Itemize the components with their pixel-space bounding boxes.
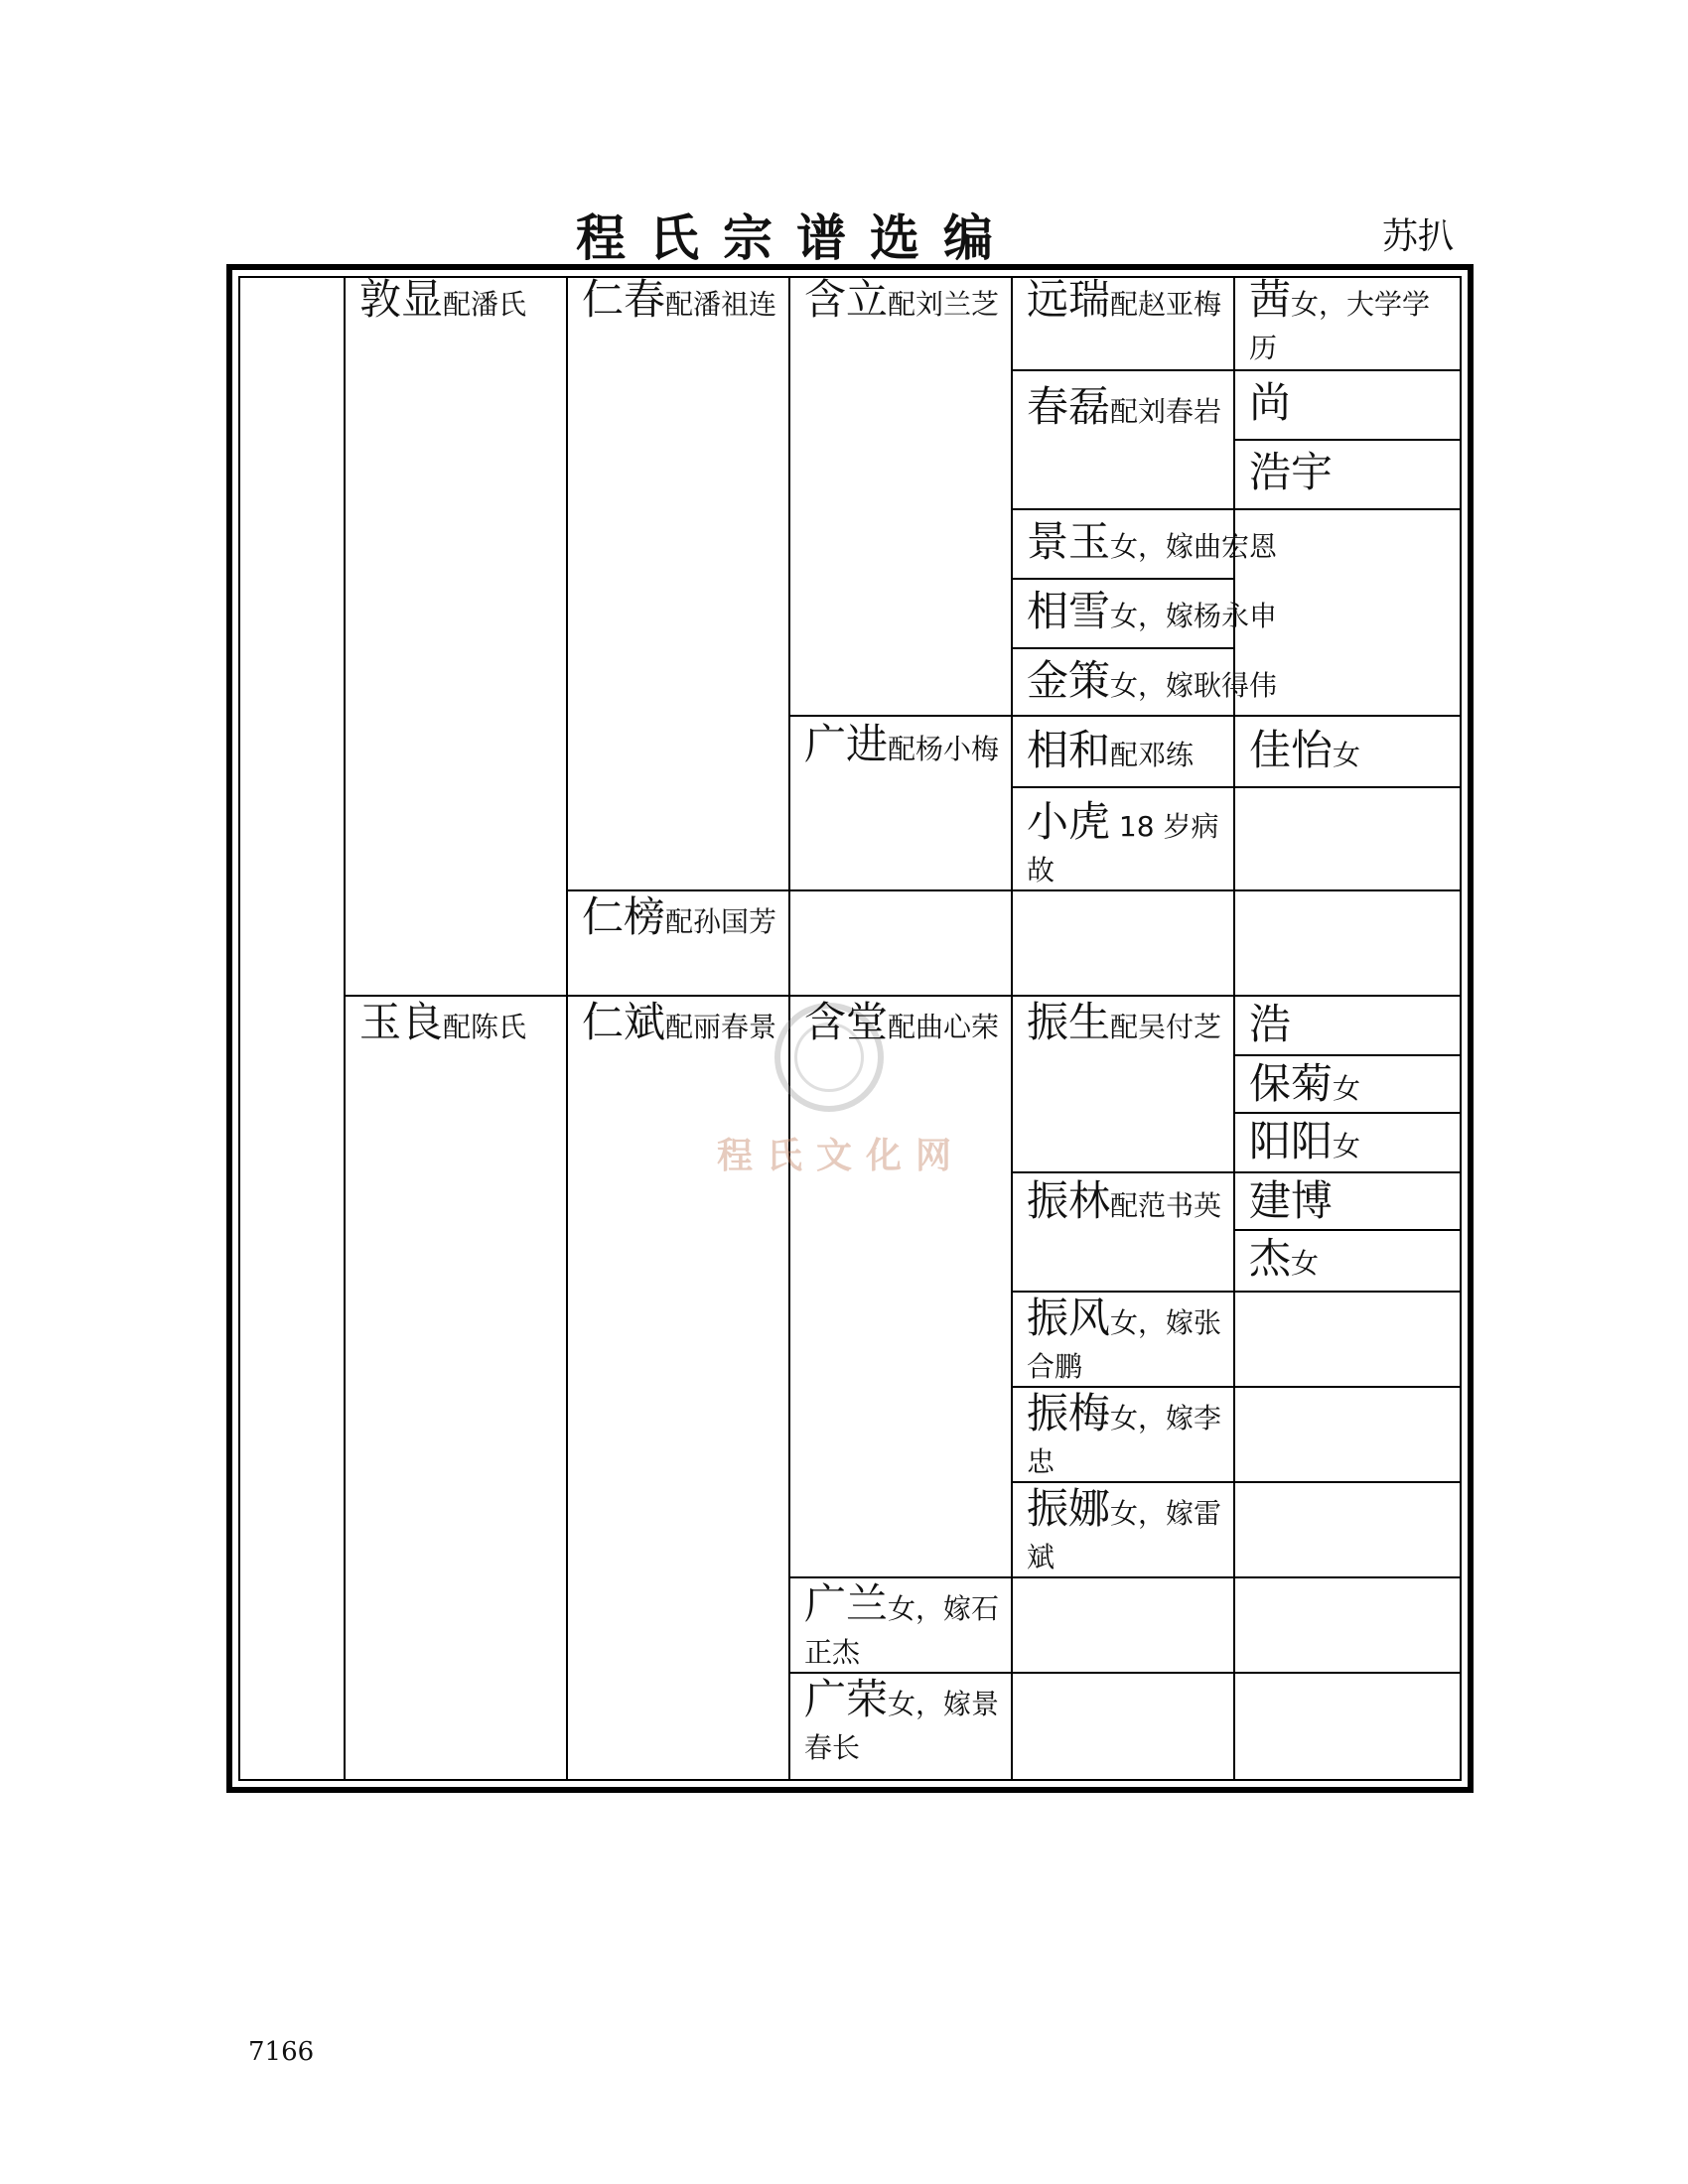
person-name: 阳阳 xyxy=(1249,1117,1334,1165)
person-note: 女，嫁雷斌 xyxy=(1027,1497,1222,1573)
row-divider xyxy=(1233,1229,1462,1231)
person-note: 配吴付芝 xyxy=(1110,1011,1222,1043)
column-divider xyxy=(566,276,568,1781)
entry-yangyang xyxy=(1249,1117,1458,1168)
entry-yuliang xyxy=(359,998,558,1049)
person-name: 仁春 xyxy=(582,275,666,324)
person-name: 振娜 xyxy=(1027,1484,1111,1533)
person-note: 女 xyxy=(1333,1130,1361,1162)
person-name: 杰 xyxy=(1249,1234,1292,1283)
person-name: 茜 xyxy=(1249,275,1292,324)
entry-yuanrui xyxy=(1027,275,1225,327)
entry-hanli xyxy=(804,275,1003,327)
entry-renbang xyxy=(582,892,780,944)
person-name: 广进 xyxy=(804,720,889,768)
person-name: 建博 xyxy=(1249,1176,1334,1225)
column-divider xyxy=(344,276,346,1781)
person-note: 18 岁病故 xyxy=(1027,810,1219,887)
entry-jiayi xyxy=(1249,726,1458,777)
row-divider xyxy=(566,995,790,997)
person-name: 浩 xyxy=(1249,1000,1292,1048)
row-divider xyxy=(1233,1576,1462,1578)
row-divider xyxy=(1233,1112,1462,1114)
person-note: 女，嫁曲宏恩 xyxy=(1110,530,1278,563)
row-divider xyxy=(1011,369,1235,371)
person-name: 振生 xyxy=(1027,998,1111,1046)
person-note: 配刘兰芝 xyxy=(888,288,1000,321)
person-note: 配邓练 xyxy=(1110,739,1195,771)
row-divider xyxy=(788,889,1013,891)
entry-baoju xyxy=(1249,1059,1458,1111)
person-name: 含堂 xyxy=(804,998,889,1046)
person-note: 女，嫁耿得伟 xyxy=(1110,669,1278,702)
person-note: 配杨小梅 xyxy=(888,733,1000,765)
person-note: 配丽春景 xyxy=(665,1011,777,1043)
person-note: 女 xyxy=(1333,1072,1361,1105)
row-divider xyxy=(1011,995,1235,997)
person-name: 相雪 xyxy=(1027,587,1111,635)
entry-jie xyxy=(1249,1234,1458,1286)
row-divider xyxy=(1233,786,1462,788)
person-note: 配刘春岩 xyxy=(1110,395,1222,428)
row-divider xyxy=(1233,508,1462,510)
row-divider xyxy=(1233,889,1462,891)
entry-guangjin xyxy=(804,720,1003,771)
person-note: 女 xyxy=(1291,1247,1320,1280)
person-name: 尚 xyxy=(1249,378,1292,427)
person-note: 女，嫁李忠 xyxy=(1027,1402,1222,1478)
entry-shang xyxy=(1249,378,1458,430)
person-note: 女 xyxy=(1333,739,1361,771)
column-divider xyxy=(1233,276,1235,1781)
entry-dunxian xyxy=(359,275,558,327)
person-name: 含立 xyxy=(804,275,889,324)
row-divider xyxy=(1233,1054,1462,1056)
person-note: 配潘氏 xyxy=(443,288,527,321)
entry-qian xyxy=(1249,275,1458,370)
row-divider xyxy=(1011,786,1235,788)
entry-xianghe xyxy=(1027,726,1225,777)
entry-zhenlin xyxy=(1027,1176,1225,1228)
entry-chunlei xyxy=(1027,382,1225,434)
row-divider xyxy=(788,995,1013,997)
person-name: 小虎 xyxy=(1027,797,1111,846)
entry-zhensheng xyxy=(1027,998,1225,1049)
row-divider xyxy=(1011,1171,1235,1173)
person-name: 保菊 xyxy=(1249,1059,1334,1108)
person-name: 仁榜 xyxy=(582,892,666,941)
entry-renchun xyxy=(582,275,780,327)
row-divider xyxy=(1233,1171,1462,1173)
entry-xiangxue xyxy=(1027,587,1460,638)
row-divider xyxy=(1233,715,1462,717)
entry-jingyu xyxy=(1027,517,1460,569)
row-divider xyxy=(1233,439,1462,441)
person-name: 广兰 xyxy=(804,1579,889,1628)
person-name: 玉良 xyxy=(359,998,444,1046)
row-divider xyxy=(1011,647,1235,649)
row-divider xyxy=(1011,1672,1235,1674)
person-note: 配孙国芳 xyxy=(665,905,777,938)
person-note: 配曲心荣 xyxy=(888,1011,1000,1043)
entry-renbin xyxy=(582,998,780,1049)
person-note: 女，嫁景春长 xyxy=(804,1688,1000,1764)
entry-jince xyxy=(1027,656,1460,708)
row-divider xyxy=(1233,1386,1462,1388)
person-note: 女，嫁杨永申 xyxy=(1110,600,1278,632)
person-note: 配范书英 xyxy=(1110,1189,1222,1222)
person-name: 佳怡 xyxy=(1249,726,1334,774)
region-label: 苏扒 xyxy=(1382,216,1455,257)
page-number: 7166 xyxy=(248,2037,315,2067)
person-name: 振梅 xyxy=(1027,1389,1111,1437)
column-divider xyxy=(1011,276,1013,1781)
person-name: 春磊 xyxy=(1027,382,1111,431)
person-name: 相和 xyxy=(1027,726,1111,774)
person-note: 配赵亚梅 xyxy=(1110,288,1222,321)
person-note: 配潘祖连 xyxy=(665,288,777,321)
row-divider xyxy=(788,1576,1013,1578)
person-name: 振风 xyxy=(1027,1294,1111,1342)
row-divider xyxy=(1011,508,1235,510)
row-divider xyxy=(1233,995,1462,997)
person-name: 景玉 xyxy=(1027,517,1111,566)
entry-zhenmei xyxy=(1027,1389,1225,1484)
person-note: 女，嫁张合鹏 xyxy=(1027,1306,1222,1383)
entry-jianbo xyxy=(1249,1176,1458,1228)
person-name: 广荣 xyxy=(804,1675,889,1723)
entry-hao xyxy=(1249,1000,1458,1051)
watermark-text: 程氏文化网 xyxy=(717,1136,966,1176)
row-divider xyxy=(788,715,1013,717)
person-name: 金策 xyxy=(1027,656,1111,705)
person-note: 配陈氏 xyxy=(443,1011,527,1043)
person-name: 仁斌 xyxy=(582,998,666,1046)
entry-zhenna xyxy=(1027,1484,1225,1579)
row-divider xyxy=(1011,1291,1235,1293)
entry-zhenfeng xyxy=(1027,1294,1225,1389)
row-divider xyxy=(1233,1672,1462,1674)
person-name: 敦显 xyxy=(359,275,444,324)
row-divider xyxy=(566,889,790,891)
row-divider xyxy=(1233,1481,1462,1483)
entry-guanglan xyxy=(804,1579,1003,1675)
row-divider xyxy=(1011,578,1235,580)
entry-hantang xyxy=(804,998,1003,1049)
entry-xiaohu xyxy=(1027,797,1225,892)
row-divider xyxy=(1011,715,1235,717)
person-name: 振林 xyxy=(1027,1176,1111,1225)
page-title: 程氏宗谱选编 xyxy=(576,208,1017,267)
person-note: 女，嫁石正杰 xyxy=(804,1592,1000,1669)
person-name: 浩宇 xyxy=(1249,448,1334,496)
entry-haoyu xyxy=(1249,448,1458,499)
person-name: 远瑞 xyxy=(1027,275,1111,324)
row-divider xyxy=(1233,1291,1462,1293)
row-divider xyxy=(344,995,568,997)
entry-guangrong xyxy=(804,1675,1003,1770)
person-note: 女，大学学历 xyxy=(1249,288,1431,364)
